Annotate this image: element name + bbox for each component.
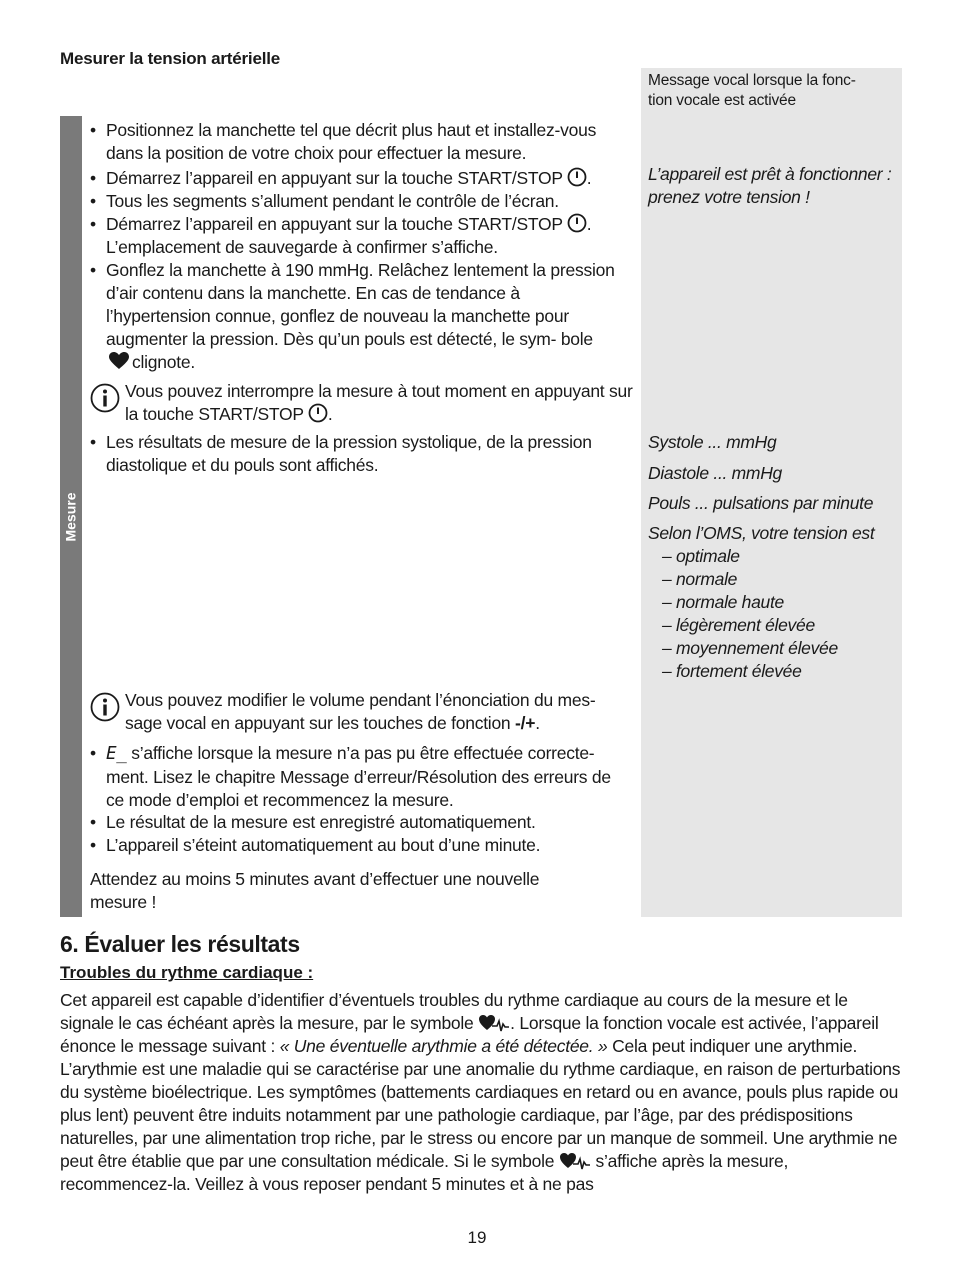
who-classification (648, 522, 904, 683)
who-level: – fortement élevée (662, 661, 802, 681)
arrhythmia-icon (559, 1151, 591, 1171)
who-level: – légèrement élevée (662, 615, 815, 635)
side-tab-label: Mesure (63, 491, 79, 542)
who-level: – moyennement élevée (662, 638, 838, 658)
who-level: – normale haute (662, 592, 784, 612)
instruction-bullet: • Gonflez la manchette à 190 mmHg. Relâchez lentement la pression d’air contenu dans la manchette. En cas de tendance à l’hypertension connue, gonflez de nouveau la manchette pour augmenter la pression. Dès qu’un pouls est détecté, le sym- boleclignote. (90, 260, 615, 372)
who-level: – normale (662, 569, 738, 589)
power-button-icon (567, 213, 587, 233)
section-title: 6. Évaluer les résultats (60, 931, 300, 957)
instruction-bullet: • Démarrez l’appareil en appuyant sur la touche START/STOP . (90, 168, 592, 188)
diastole-message: Diastole ... mmHg (648, 463, 782, 483)
volume-keys: -/+ (515, 713, 536, 733)
info-icon (90, 383, 120, 413)
who-level: – optimale (662, 546, 740, 566)
power-button-icon (567, 167, 587, 187)
info-note: Vous pouvez interrompre la mesure à tout moment en appuyant sur la touche START/STOP . (90, 380, 635, 426)
heart-icon (109, 352, 129, 370)
instruction-bullet: • Démarrez l’appareil en appuyant sur la touche START/STOP . L’emplacement de sauvegarde à confirmer s’affiche. (90, 214, 592, 257)
closing-note: Attendez au moins 5 minutes avant d’effectuer une nouvelle mesure ! (90, 869, 540, 912)
ready-message: L’appareil est prêt à fonctionner : prenez votre tension ! (648, 164, 892, 207)
instruction-bullet: • Les résultats de mesure de la pression systolique, de la pression diastolique et du pouls sont affichés. (90, 432, 592, 475)
systole-message: Systole ... mmHg (648, 432, 777, 452)
instruction-bullet: • Le résultat de la mesure est enregistré automatiquement. (90, 812, 536, 832)
error-code: E_ (106, 744, 127, 764)
who-intro: Selon l’OMS, votre tension est (648, 523, 875, 543)
instruction-bullet: • L’appareil s’éteint automatiquement au bout d’une minute. (90, 835, 541, 855)
pulse-message: Pouls ... pulsations par minute (648, 493, 874, 513)
page-number: 19 (467, 1228, 487, 1247)
body-paragraph: Cet appareil est capable d’identifier d’éventuels troubles du rythme cardiaque au cours de la mesure et le signale le cas échéant après la mesure, par le symbole . Lorsque la fonction vocale est activée, l’appareil énonce le message suivant : « Une éventuelle arythmie a été détectée. » Cela peut indiquer une arythmie. L’arythmie est une maladie qui se caractérise par une anomalie du rythme cardiaque, en raison de perturbations du système bioélectrique. Les symptômes (battements cardiaques en retard ou en avance, pouls plus rapide ou plus lent) peuvent être induits notamment par une pathologie cardiaque, par l’âge, par des prédispositions naturelles, par une alimentation trop riche, par le stress ou encore par un manque de sommeil. Une arythmie ne peut être établie que par une consultation médicale. Si le symbole s’affiche après la mesure, recommencez-la. Veillez à vous reposer pendant 5 minutes et à ne pas (60, 990, 901, 1194)
instruction-bullet: • Tous les segments s’allument pendant le contrôle de l’écran. (90, 191, 559, 211)
instruction-bullet: • E_ s’affiche lorsque la mesure n’a pas pu être effectuée correcte- ment. Lisez le chapitre Message d’erreur/Résolution des erreurs de ce mode d’emploi et recommencez la mesure. (90, 743, 611, 810)
info-icon (90, 692, 120, 722)
instruction-bullet: • Positionnez la manchette tel que décrit plus haut et installez-vous dans la position de votre choix pour effectuer la mesure. (90, 120, 597, 163)
side-tab-label-wrapper (60, 116, 82, 917)
info-note: Vous pouvez modifier le volume pendant l’énonciation du mes- sage vocal en appuyant sur les touches de fonction -/+. (90, 689, 635, 735)
page-heading: Mesurer la tension artérielle (60, 49, 281, 68)
subsection-title: Troubles du rythme cardiaque : (60, 963, 314, 982)
power-button-icon (308, 403, 328, 423)
arrhythmia-icon (478, 1013, 510, 1033)
voice-column-heading: Message vocal lorsque la fonc- tion vocale est activée (648, 72, 856, 109)
